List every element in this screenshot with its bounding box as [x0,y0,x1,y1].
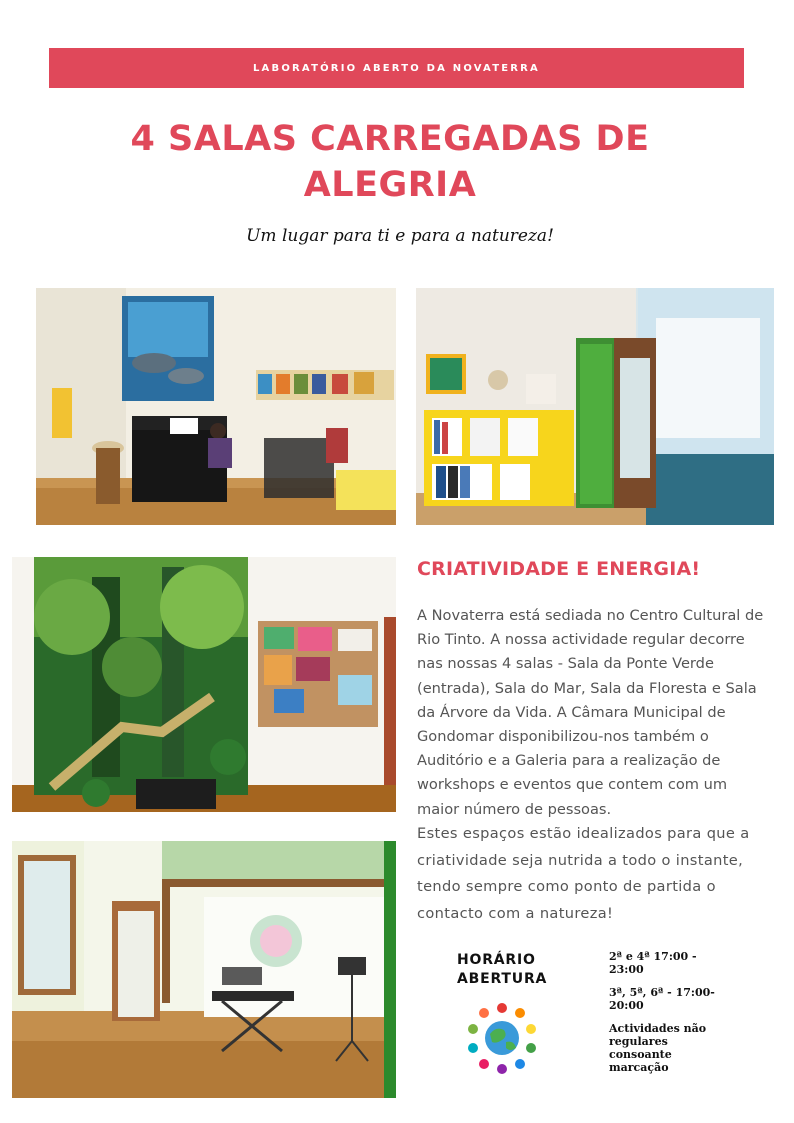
banner-text: LABORATÓRIO ABERTO DA NOVATERRA [252,62,540,74]
opening-hours-list [609,950,729,1084]
page-subtitle: Um lugar para ti e para a natureza! [246,226,554,246]
earth-children-logo-icon [462,998,542,1078]
photo-shelf-room [416,288,774,525]
photo-music-room [36,288,396,525]
hours-entry: 3ª, 5ª, 6ª - 17:00-20:00 [609,986,715,1012]
title-line-1: 4 SALAS CARREGADAS DE [130,119,650,159]
section-heading: CRIATIVIDADE E ENERGIA! [417,558,701,580]
section-paragraph-2: Estes espaços estão idealizados para que a criatividade seja nutrida a todo o instante, tendo sempre como ponto de partida o contacto com a natureza! [417,825,750,922]
top-banner [49,48,744,88]
section-paragraph-1: A Novaterra está sediada no Centro Cultural de Rio Tinto. A nossa actividade regular decorre nas nossas 4 salas - Sala da Ponte Verde (entrada), Sala do Mar, Sala da Floresta e Sala da Árvore da Vida. A Câmara Municipal de Gondomar disponibilizou-nos também o Auditório e a Galeria para a realização de workshops e eventos que contem com um maior número de pessoas. [417,607,764,818]
hours-heading-line-2: ABERTURA [457,971,548,987]
hours-entry: 2ª e 4ª 17:00 - 23:00 [609,950,697,976]
photo-forest-room [12,557,396,812]
photo-keyboard-room [12,841,396,1098]
hours-entry: Actividades não regulares consoante marcação [609,1022,707,1074]
page-title [40,116,740,208]
hours-heading-line-1: HORÁRIO [457,952,536,968]
opening-hours-heading [457,951,567,989]
title-line-2: ALEGRIA [303,165,477,205]
